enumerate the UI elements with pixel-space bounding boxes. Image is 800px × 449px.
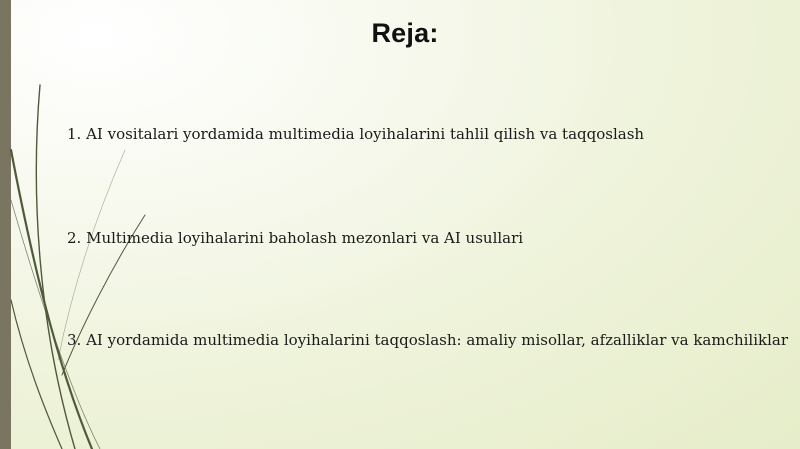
agenda-item-2: 2. Multimedia loyihalarini baholash mezonlari va AI usullari [67,229,524,247]
slide-title: Reja: [371,18,439,48]
leaf-line-6 [58,150,125,360]
left-accent-bar [0,0,11,449]
leaf-line-3 [11,300,62,449]
agenda-item-3: 3. AI yordamida multimedia loyihalarini taqqoslash: amaliy misollar, afzalliklar va kamchiliklar [67,331,789,349]
leaf-line-1 [11,150,92,449]
agenda-item-1: 1. AI vositalari yordamida multimedia loyihalarini tahlil qilish va taqqoslash [67,125,645,143]
